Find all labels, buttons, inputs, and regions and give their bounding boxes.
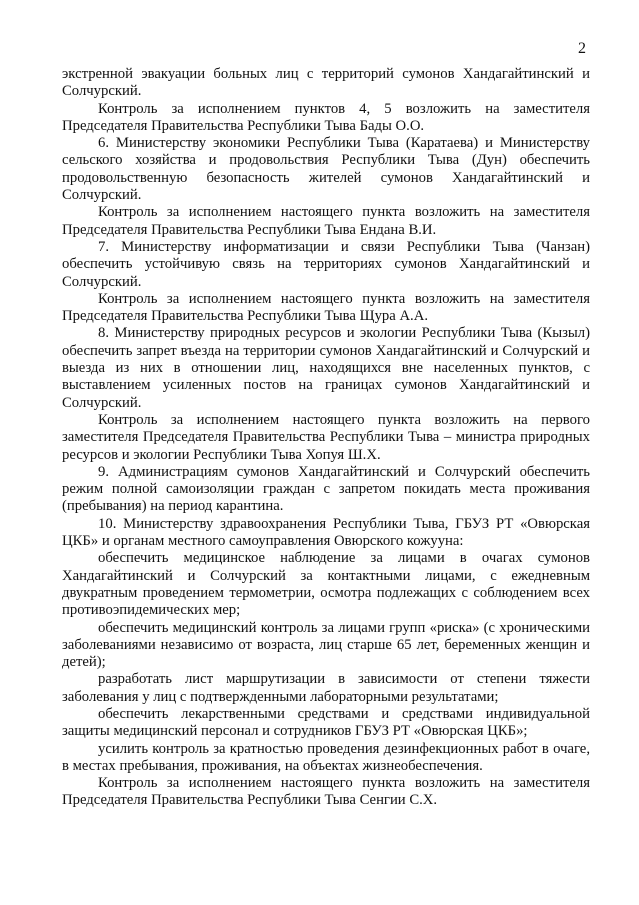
paragraph-control-items-4-5: Контроль за исполнением пунктов 4, 5 возложить на заместителя Председателя Правительства Республики Тыва Бады О.О. (62, 100, 590, 134)
paragraph-control-item-10: Контроль за исполнением настоящего пункта возложить на заместителя Председателя Правительства Республики Тыва Сенгии С.Х. (62, 775, 590, 809)
paragraph-item-10-observation: обеспечить медицинское наблюдение за лицами в очагах сумонов Хандагайтинский и Солчурский за контактными лицами, с ежедневным двукратным проведением термометрии, осмотра подлежащих с соблюдением всех противоэпидемических мер; (62, 550, 590, 619)
paragraph-item-10-routing: разработать лист маршрутизации в зависимости от степени тяжести заболевания у лиц с подтвержденными лабораторными результатами; (62, 671, 590, 705)
paragraph-item-9: 9. Администрациям сумонов Хандагайтинский и Солчурский обеспечить режим полной самоизоляции граждан с запретом покидать места проживания (пребывания) на период карантина. (62, 463, 590, 515)
paragraph-item-10-risk-control: обеспечить медицинский контроль за лицами групп «риска» (с хроническими заболеваниями независимо от возраста, лиц старше 65 лет, беременных женщин и детей); (62, 619, 590, 671)
paragraph-evacuation-continuation: экстренной эвакуации больных лиц с территорий сумонов Хандагайтинский и Солчурский. (62, 66, 590, 100)
paragraph-item-10-supplies: обеспечить лекарственными средствами и средствами индивидуальной защиты медицинский персонал и сотрудников ГБУЗ РТ «Овюрская ЦКБ»; (62, 705, 590, 740)
paragraph-control-item-7: Контроль за исполнением настоящего пункта возложить на заместителя Председателя Правительства Республики Тыва Щура А.А. (62, 290, 590, 325)
paragraph-item-7: 7. Министерству информатизации и связи Республики Тыва (Чанзан) обеспечить устойчивую связь на территориях сумонов Хандагайтинский и Солчурский. (62, 238, 590, 290)
paragraph-item-10-disinfection: усилить контроль за кратностью проведения дезинфекционных работ в очаге, в местах пребывания, проживания, на объектах жизнеобеспечения. (62, 740, 590, 774)
page-number: 2 (578, 40, 586, 57)
paragraph-control-item-6: Контроль за исполнением настоящего пункта возложить на заместителя Председателя Правительства Республики Тыва Ендана В.И. (62, 204, 590, 238)
paragraph-control-item-8: Контроль за исполнением настоящего пункта возложить на первого заместителя Председателя Правительства Республики Тыва – министра природных ресурсов и экологии Республики Тыва Хопуя Ш.Х. (62, 411, 590, 463)
paragraph-item-6: 6. Министерству экономики Республики Тыва (Каратаева) и Министерству сельского хозяйства и продовольствия Республики Тыва (Дун) обеспечить продовольственную безопасность жителей сумонов Хандагайтинский и Солчурский. (62, 135, 590, 204)
paragraph-item-8: 8. Министерству природных ресурсов и экологии Республики Тыва (Кызыл) обеспечить запрет въезда на территории сумонов Хандагайтинский и Солчурский и выезда из них в отношении лиц, находящихся вне населенных пунктов, с выставлением усиленных постов на границах сумонов Хандагайтинский и Солчурский. (62, 325, 590, 411)
paragraph-item-10: 10. Министерству здравоохранения Республики Тыва, ГБУЗ РТ «Овюрская ЦКБ» и органам местного самоуправления Овюрского кожууна: (62, 515, 590, 550)
document-body (62, 66, 590, 810)
